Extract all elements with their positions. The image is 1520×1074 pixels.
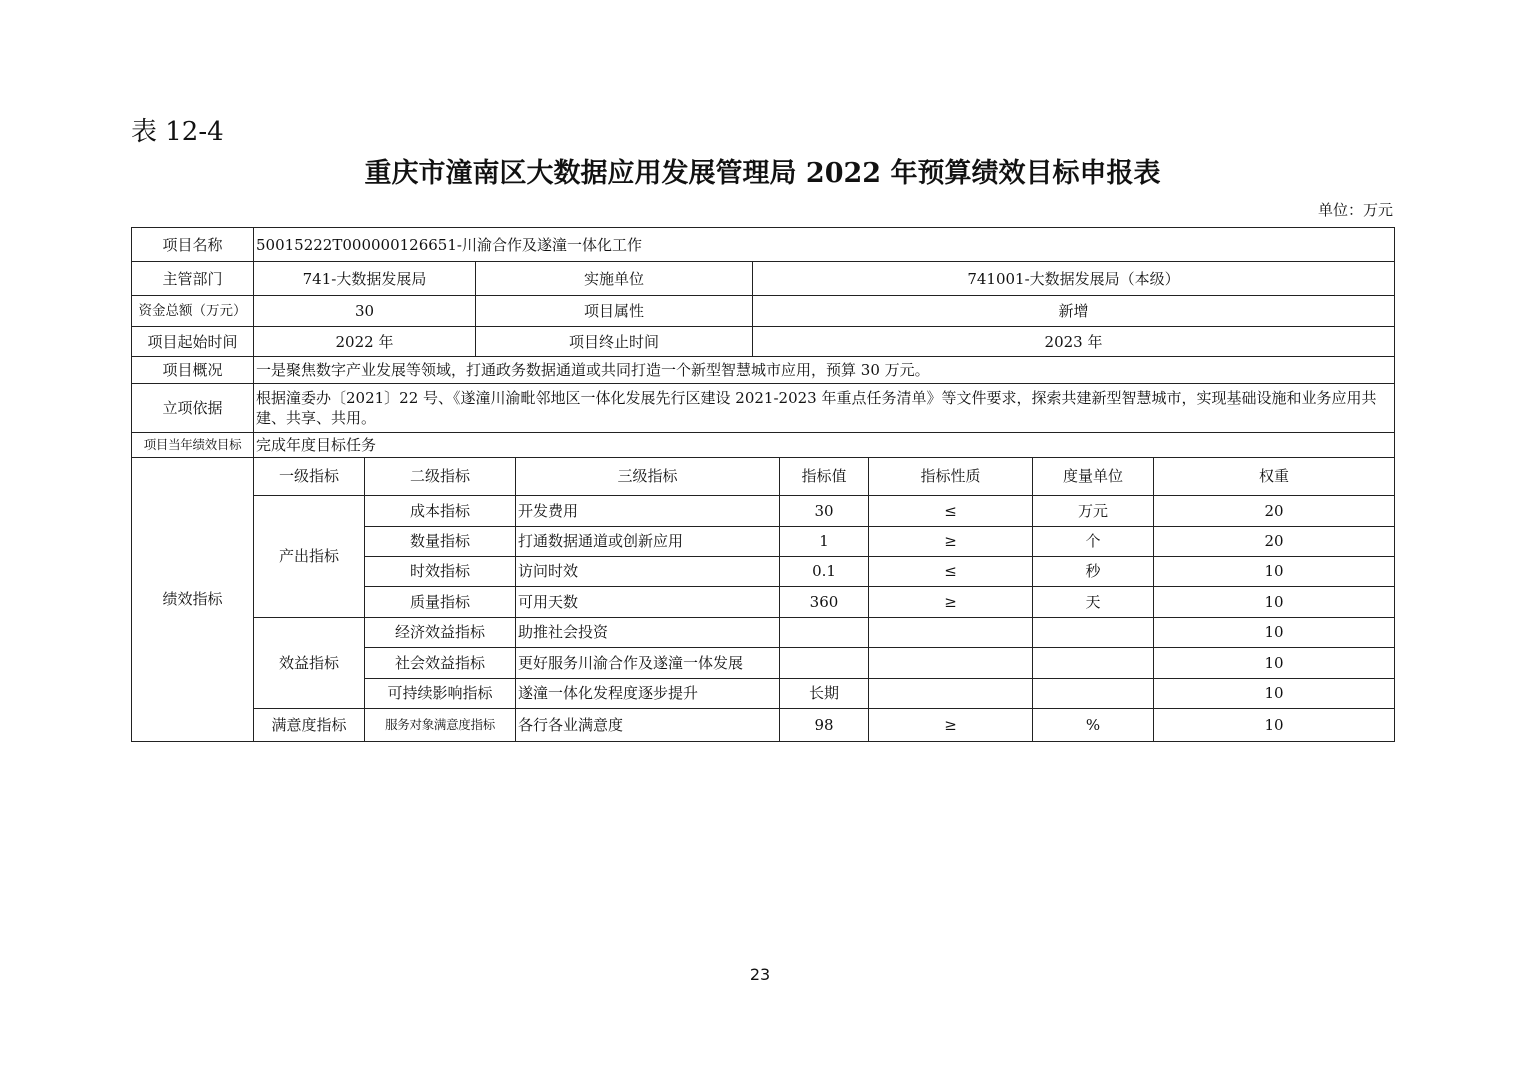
value-cell: 1	[780, 526, 869, 556]
level2-cell: 社会效益指标	[365, 647, 516, 678]
overview-value: 一是聚焦数字产业发展等领域，打通政务数据通道或共同打造一个新型智慧城市应用，预算 30 万元。	[254, 357, 1395, 384]
level1-output: 产出指标	[254, 495, 365, 617]
row-dept	[132, 262, 1395, 296]
nature-cell	[869, 678, 1033, 708]
nature-cell: ≥	[869, 586, 1033, 617]
header-level1: 一级指标	[254, 457, 365, 495]
basis-value: 根据潼委办〔2021〕22 号、《遂潼川渝毗邻地区一体化发展先行区建设 2021-2023 年重点任务清单》等文件要求，探索共建新型智慧城市，实现基础设施和业务应用共建、共享、共用。	[254, 384, 1395, 433]
level3-cell: 遂潼一体化发程度逐步提升	[516, 678, 780, 708]
basic-info-table	[131, 227, 1395, 458]
end-value: 2023 年	[753, 327, 1395, 357]
basis-label: 立项依据	[132, 384, 254, 433]
start-label: 项目起始时间	[132, 327, 254, 357]
impl-label: 实施单位	[476, 262, 753, 296]
project-name-value: 50015222T000000126651-川渝合作及遂潼一体化工作	[254, 228, 1395, 262]
value-cell: 0.1	[780, 556, 869, 586]
perf-section-label: 绩效指标	[132, 457, 254, 741]
weight-cell: 10	[1154, 556, 1395, 586]
unit-cell: 万元	[1033, 495, 1154, 526]
header-level2: 二级指标	[365, 457, 516, 495]
weight-cell: 10	[1154, 617, 1395, 647]
table-row	[132, 708, 1395, 741]
level2-cell: 可持续影响指标	[365, 678, 516, 708]
level3-cell: 各行各业满意度	[516, 708, 780, 741]
weight-cell: 10	[1154, 647, 1395, 678]
level1-satisfaction: 满意度指标	[254, 708, 365, 741]
level3-cell: 访问时效	[516, 556, 780, 586]
level3-cell: 开发费用	[516, 495, 780, 526]
table-row	[132, 617, 1395, 647]
weight-cell: 20	[1154, 495, 1395, 526]
row-goal	[132, 433, 1395, 458]
value-cell: 98	[780, 708, 869, 741]
level3-cell: 更好服务川渝合作及遂潼一体发展	[516, 647, 780, 678]
unit-cell	[1033, 647, 1154, 678]
row-basis	[132, 384, 1395, 433]
perf-header-row	[132, 457, 1395, 495]
row-fund	[132, 296, 1395, 327]
weight-cell: 10	[1154, 586, 1395, 617]
nature-cell: ≥	[869, 526, 1033, 556]
value-cell: 30	[780, 495, 869, 526]
impl-value: 741001-大数据发展局（本级）	[753, 262, 1395, 296]
end-label: 项目终止时间	[476, 327, 753, 357]
nature-cell: ≤	[869, 556, 1033, 586]
level3-cell: 可用天数	[516, 586, 780, 617]
value-cell: 长期	[780, 678, 869, 708]
dept-value: 741-大数据发展局	[254, 262, 476, 296]
unit-cell: 个	[1033, 526, 1154, 556]
nature-cell	[869, 617, 1033, 647]
attr-value: 新增	[753, 296, 1395, 327]
level3-cell: 打通数据通道或创新应用	[516, 526, 780, 556]
nature-cell: ≥	[869, 708, 1033, 741]
level2-cell: 数量指标	[365, 526, 516, 556]
dept-label: 主管部门	[132, 262, 254, 296]
goal-label: 项目当年绩效目标	[132, 433, 254, 458]
level2-cell: 时效指标	[365, 556, 516, 586]
table-number: 表 12-4	[131, 117, 224, 147]
unit-cell	[1033, 678, 1154, 708]
project-name-label: 项目名称	[132, 228, 254, 262]
value-cell: 360	[780, 586, 869, 617]
value-cell	[780, 647, 869, 678]
overview-label: 项目概况	[132, 357, 254, 384]
unit-cell	[1033, 617, 1154, 647]
header-weight: 权重	[1154, 457, 1395, 495]
header-level3: 三级指标	[516, 457, 780, 495]
goal-value: 完成年度目标任务	[254, 433, 1395, 458]
weight-cell: 20	[1154, 526, 1395, 556]
row-period	[132, 327, 1395, 357]
table-row	[132, 495, 1395, 526]
fund-label: 资金总额（万元）	[132, 296, 254, 327]
unit-note: 单位：万元	[1317, 201, 1393, 219]
value-cell	[780, 617, 869, 647]
weight-cell: 10	[1154, 708, 1395, 741]
level2-cell: 成本指标	[365, 495, 516, 526]
performance-indicator-table	[131, 457, 1395, 742]
unit-cell: %	[1033, 708, 1154, 741]
level2-cell: 服务对象满意度指标	[365, 708, 516, 741]
nature-cell: ≤	[869, 495, 1033, 526]
header-nature: 指标性质	[869, 457, 1033, 495]
level2-cell: 质量指标	[365, 586, 516, 617]
header-value: 指标值	[780, 457, 869, 495]
level3-cell: 助推社会投资	[516, 617, 780, 647]
page-number: 23	[749, 965, 771, 984]
row-project-name	[132, 228, 1395, 262]
row-overview	[132, 357, 1395, 384]
document-title: 重庆市潼南区大数据应用发展管理局 2022 年预算绩效目标申报表	[364, 158, 1161, 189]
start-value: 2022 年	[254, 327, 476, 357]
level1-benefit: 效益指标	[254, 617, 365, 708]
header-unit: 度量单位	[1033, 457, 1154, 495]
attr-label: 项目属性	[476, 296, 753, 327]
level2-cell: 经济效益指标	[365, 617, 516, 647]
unit-cell: 秒	[1033, 556, 1154, 586]
fund-value: 30	[254, 296, 476, 327]
weight-cell: 10	[1154, 678, 1395, 708]
nature-cell	[869, 647, 1033, 678]
unit-cell: 天	[1033, 586, 1154, 617]
